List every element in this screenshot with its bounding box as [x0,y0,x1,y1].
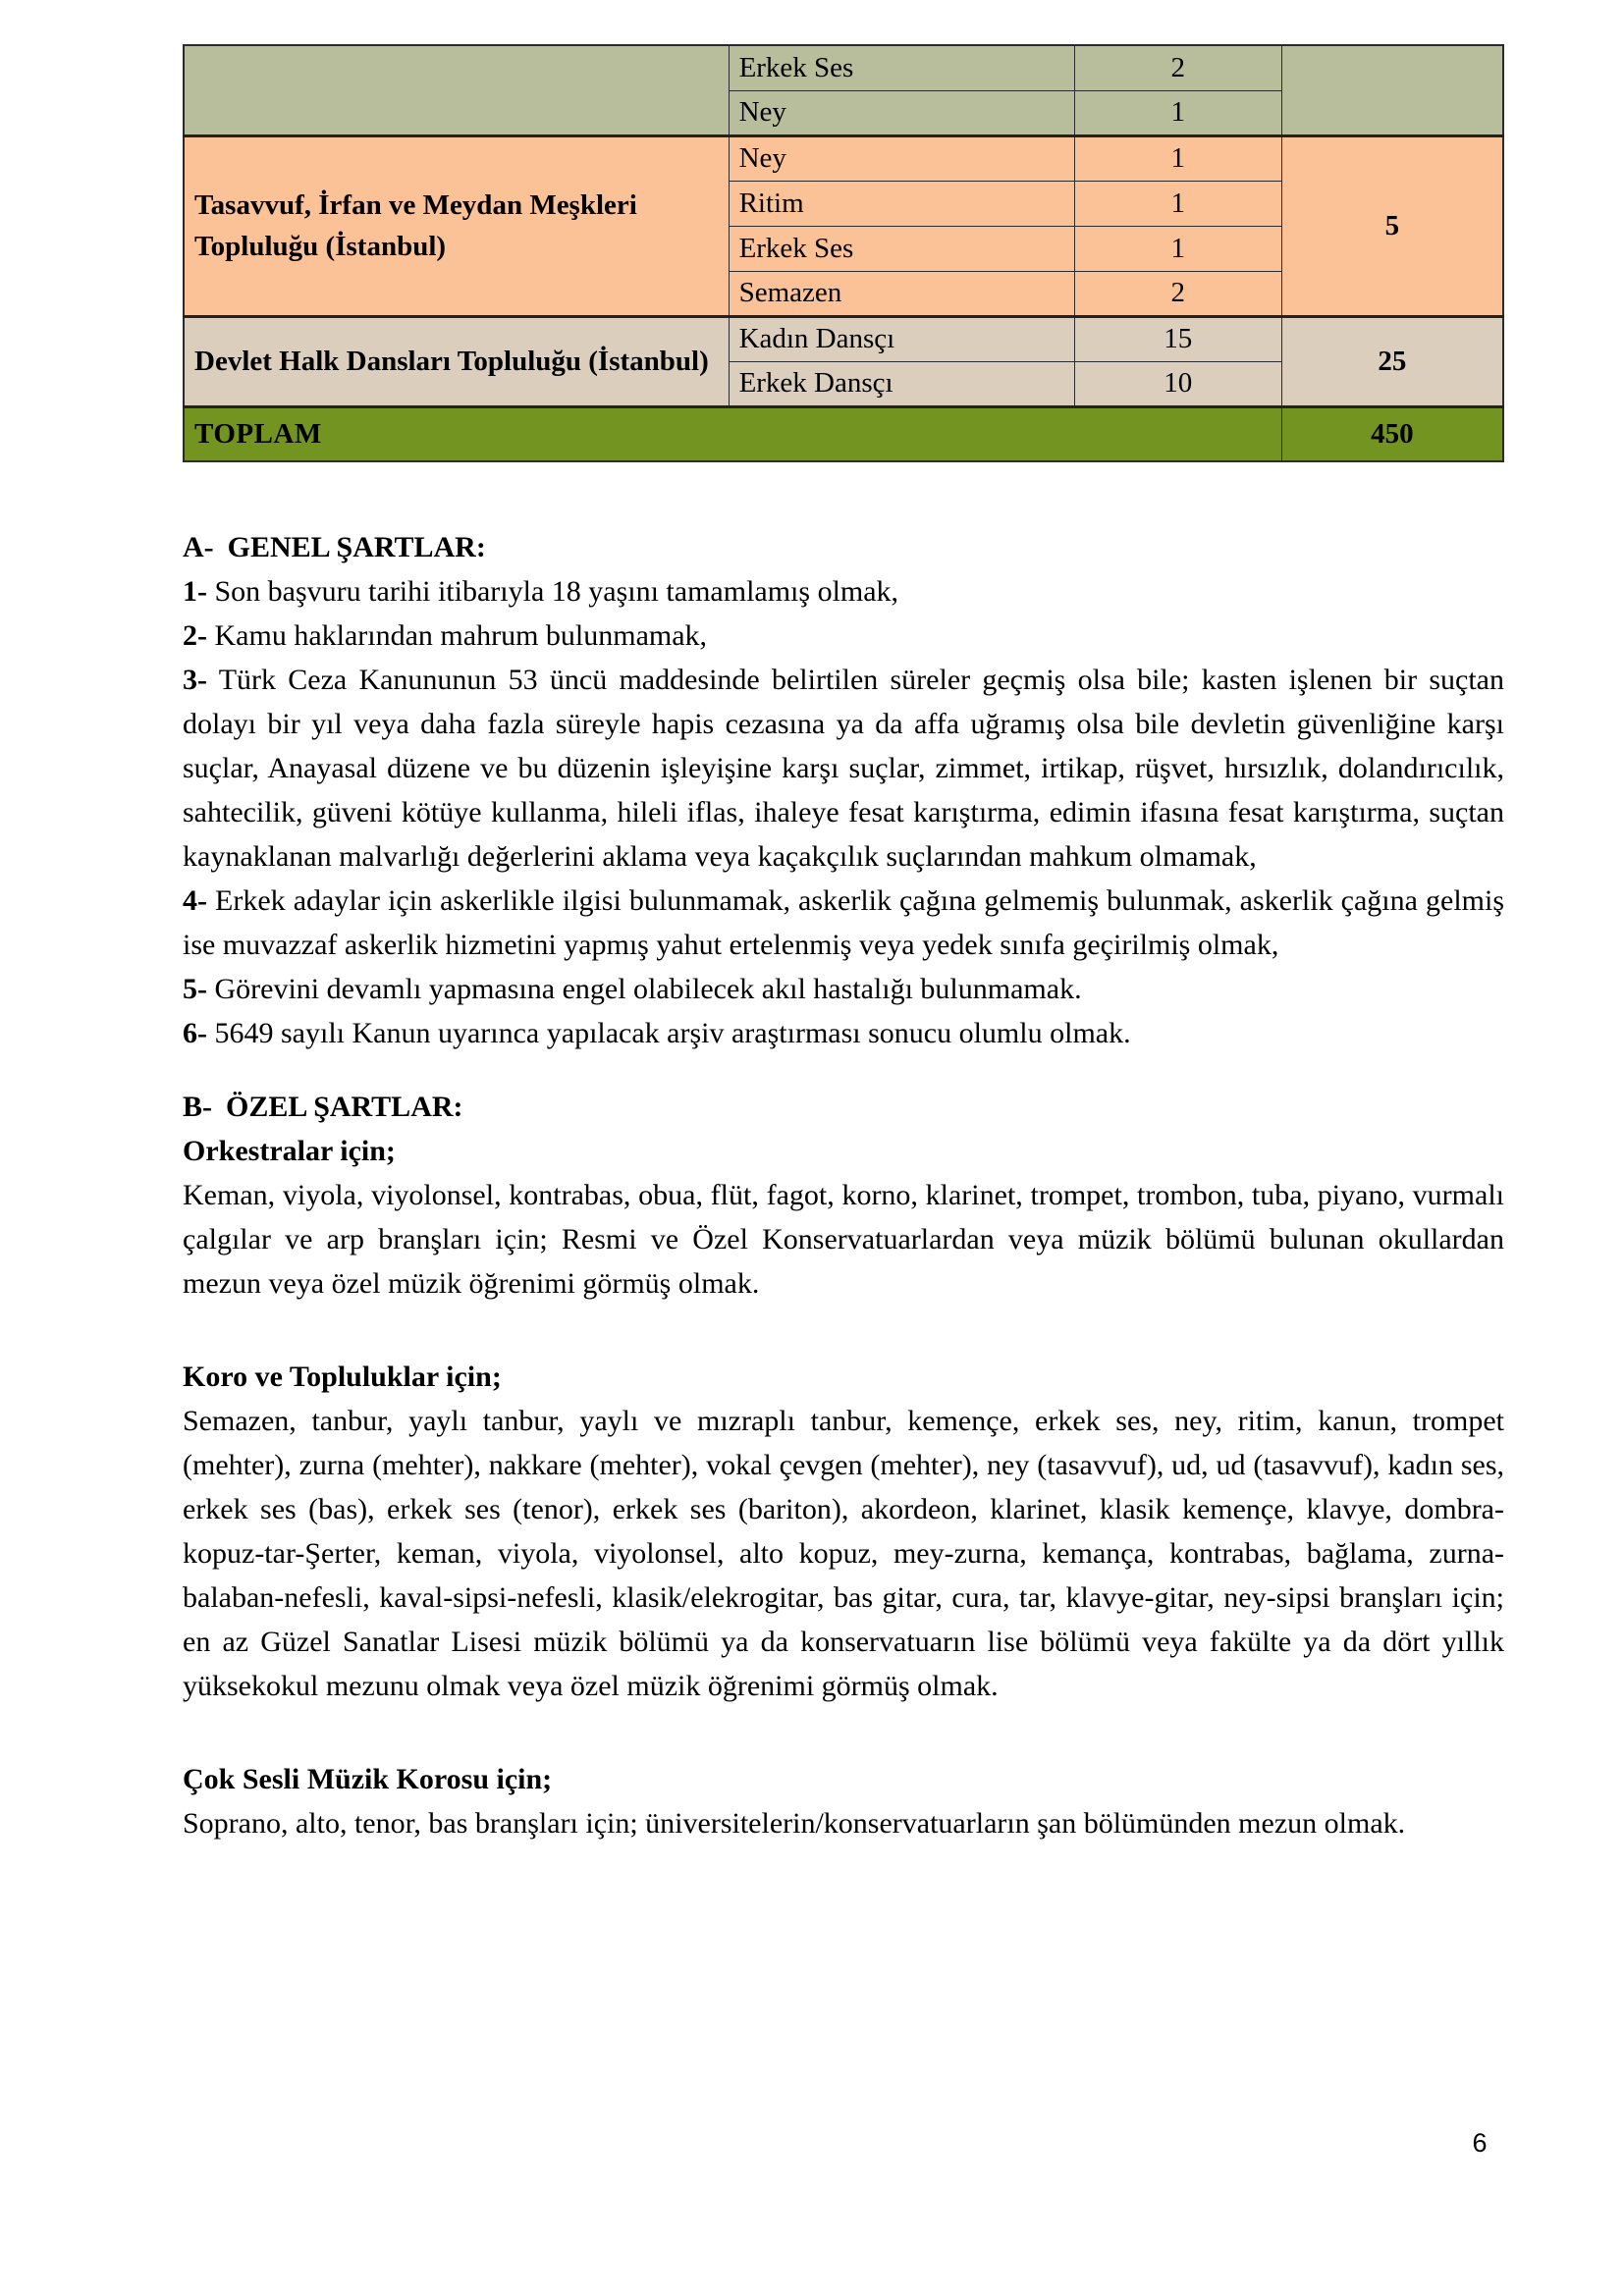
general-item-5 [183,967,1504,1011]
section-general-heading [183,525,1504,569]
item-text: Görevini devamlı yapmasına engel olabilecek akıl hastalığı bulunmamak. [207,973,1082,1005]
general-item-4 [183,879,1504,967]
branch-cell: Erkek Dansçı [729,361,1074,406]
item-number: 2- [183,619,207,652]
item-text: 5649 sayılı Kanun uyarınca yapılacak arşiv araştırması sonucu olumlu olmak. [207,1017,1131,1049]
table-row [184,316,1503,361]
heading-text: ÖZEL ŞARTLAR: [226,1091,463,1123]
item-text: Erkek adaylar için askerlikle ilgisi bulunmamak, askerlik çağına gelmemiş bulunmak, askerlik çağına gelmiş ise muvazzaf askerlik hizmetini yapmış yahut ertelenmiş veya yedek sınıfa geçirilmiş olmak, [183,884,1504,961]
heading-text: GENEL ŞARTLAR: [227,531,486,563]
table-row [184,135,1503,181]
count-cell: 1 [1074,181,1281,226]
item-text: Son başvuru tarihi itibarıyla 18 yaşını tamamlamış olmak, [207,575,899,608]
subsection-text: Keman, viyola, viyolonsel, kontrabas, obua, flüt, fagot, korno, klarinet, trompet, trombon, tuba, piyano, vurmalı çalgılar ve arp branşları için; Resmi ve Özel Konservatuarlardan veya müzik bölümü bulunan okullardan mezun veya özel müzik öğrenimi görmüş olmak. [183,1179,1504,1300]
count-cell: 2 [1074,271,1281,316]
subsection-orkestralar [183,1129,1504,1306]
count-cell: 10 [1074,361,1281,406]
subsection-koro [183,1355,1504,1708]
item-number: 3- [183,664,207,696]
item-number: 1- [183,575,207,608]
table-total-row [184,406,1503,461]
general-item-3 [183,658,1504,879]
group-total-cell: 5 [1281,135,1503,316]
subsection-text: Soprano, alto, tenor, bas branşları için; üniversitelerin/konservatuarların şan bölümünden mezun olmak. [183,1807,1406,1840]
subsection-heading: Koro ve Topluluklar için; [183,1361,502,1393]
general-item-2 [183,614,1504,658]
count-cell: 1 [1074,135,1281,181]
item-text: Kamu haklarından mahrum bulunmamak, [207,619,708,652]
branch-cell: Kadın Dansçı [729,316,1074,361]
general-item-1 [183,569,1504,614]
ensemble-name-cell: Tasavvuf, İrfan ve Meydan Meşkleri Topluluğu (İstanbul) [184,135,729,316]
section-special-heading [183,1085,1504,1129]
subsection-heading: Çok Sesli Müzik Korosu için; [183,1763,553,1795]
branch-cell: Erkek Ses [729,226,1074,271]
general-item-6 [183,1011,1504,1055]
section-special [183,1085,1504,1845]
group-total-cell [1281,45,1503,135]
positions-table [183,44,1504,462]
page-number: 6 [1472,2128,1488,2158]
toplam-label: TOPLAM [184,406,1281,461]
item-number: 6- [183,1017,207,1049]
table-row [184,45,1503,90]
count-cell: 1 [1074,90,1281,135]
branch-cell: Ney [729,90,1074,135]
branch-cell: Semazen [729,271,1074,316]
group-total-cell: 25 [1281,316,1503,406]
branch-cell: Ney [729,135,1074,181]
page-content [183,44,1504,1845]
branch-cell: Ritim [729,181,1074,226]
subsection-heading: Orkestralar için; [183,1135,396,1167]
count-cell: 2 [1074,45,1281,90]
ensemble-name-cell [184,45,729,135]
grand-total-cell: 450 [1281,406,1503,461]
count-cell: 1 [1074,226,1281,271]
heading-prefix: A- [183,531,214,563]
item-number: 4- [183,884,207,917]
item-number: 5- [183,973,207,1005]
section-general [183,525,1504,1055]
count-cell: 15 [1074,316,1281,361]
subsection-text: Semazen, tanbur, yaylı tanbur, yaylı ve mızraplı tanbur, kemençe, erkek ses, ney, ritim, kanun, trompet (mehter), zurna (mehter), nakkare (mehter), vokal çevgen (mehter), ney (tasavvuf), ud, ud (tasavvuf), kadın ses, erkek ses (bas), erkek ses (tenor), erkek ses (bariton), akordeon, klarinet, klasik kemençe, klavye, dombra-kopuz-tar-Şerter, keman, viyola, viyolonsel, alto kopuz, mey-zurna, kemança, kontrabas, bağlama, zurna-balaban-nefesli, kaval-sipsi-nefesli, klasik/elekrogitar, bas gitar, cura, tar, klavye-gitar, ney-sipsi branşları için; en az Güzel Sanatlar Lisesi müzik bölümü ya da konservatuarın lise bölümü veya fakülte ya da dört yıllık yüksekokul mezunu olmak veya özel müzik öğrenimi görmüş olmak. [183,1405,1504,1702]
item-text: Türk Ceza Kanununun 53 üncü maddesinde belirtilen süreler geçmiş olsa bile; kasten işlenen bir suçtan dolayı bir yıl veya daha fazla süreyle hapis cezasına ya da affa uğramış olsa bile devletin güvenliğine karşı suçlar, Anayasal düzene ve bu düzenin işleyişine karşı suçlar, zimmet, irtikap, rüşvet, hırsızlık, dolandırıcılık, sahtecilik, güveni kötüye kullanma, hileli iflas, ihaleye fesat karıştırma, edimin ifasına fesat karıştırma, suçtan kaynaklanan malvarlığı değerlerini aklama veya kaçakçılık suçlarından mahkum olmamak, [183,664,1504,873]
branch-cell: Erkek Ses [729,45,1074,90]
ensemble-name-cell: Devlet Halk Dansları Topluluğu (İstanbul) [184,316,729,406]
subsection-cok-sesli [183,1757,1504,1845]
heading-prefix: B- [183,1091,212,1123]
